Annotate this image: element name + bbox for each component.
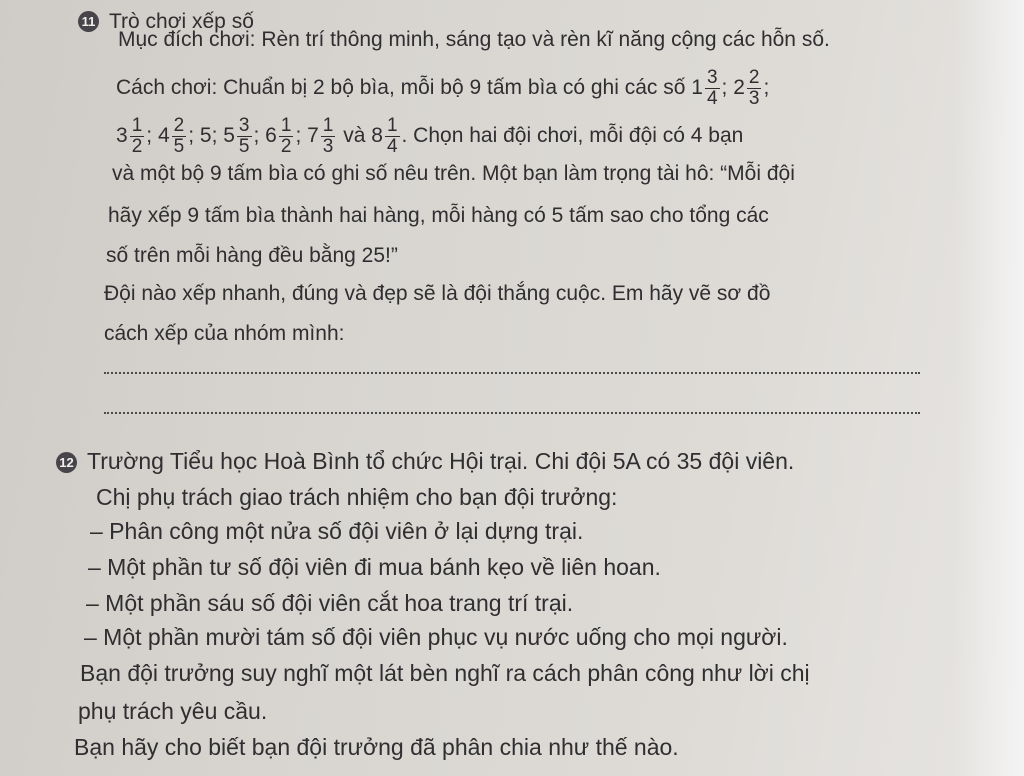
mixed-number-7: 7 $\frac{1}{3}$ bbox=[307, 115, 334, 157]
exercise-12-bullet-1: – Phân công một nửa số đội viên ở lại dựng trại. bbox=[90, 518, 584, 544]
mixed-number-2: 2 $\frac{2}{3}$ bbox=[733, 67, 760, 109]
exercise-11-win-line-2: cách xếp của nhóm mình: bbox=[104, 322, 345, 345]
exercise-12-intro-text: Trường Tiểu học Hoà Bình tổ chức Hội trại. Chi đội 5A có 35 đội viên. bbox=[87, 448, 795, 474]
exercise-11-title: Trò chơi xếp số bbox=[109, 10, 254, 33]
answer-dotted-line-2 bbox=[104, 412, 920, 414]
mixed-number-4: 4 $\frac{2}{5}$ bbox=[157, 115, 185, 157]
mixed-number-8: 8 $\frac{1}{4}$ bbox=[371, 115, 398, 157]
mixed-number-1: 1 $\frac{3}{4}$ bbox=[691, 67, 718, 109]
exercise-11-rule-line-4: hãy xếp 9 tấm bìa thành hai hàng, mỗi hàng có 5 tấm sao cho tổng các bbox=[108, 204, 769, 227]
number-5: 5 bbox=[199, 124, 212, 148]
exercise-12-number-badge: 12 bbox=[56, 452, 77, 473]
exercise-11-number-badge: 11 bbox=[78, 11, 99, 32]
exercise-12-bullet-3: – Một phần sáu số đội viên cắt hoa trang trí trại. bbox=[86, 590, 574, 616]
rule-tail-text: . Chọn hai đội chơi, mỗi đội có 4 bạn bbox=[401, 124, 744, 148]
mixed-number-5: 5 $\frac{3}{5}$ bbox=[223, 115, 250, 157]
rule-intro-text: Cách chơi: Chuẩn bị 2 bộ bìa, mỗi bộ 9 tấm bìa có ghi các số bbox=[116, 76, 686, 100]
exercise-12-line-7: Bạn đội trưởng suy nghĩ một lát bèn nghĩ ra cách phân công như lời chị bbox=[80, 660, 810, 686]
exercise-11-purpose: Mục đích chơi: Rèn trí thông minh, sáng tạo và rèn kĩ năng cộng các hỗn số. bbox=[118, 28, 830, 51]
exercise-11-rule-line-2: 3 $\frac{1}{2}$ ; 4 $\frac{2}{5}$ ; 5; 5 $\frac{3}{5}$ ; 6 $\frac{1}{2}$ ; 7 $\frac{1}{3}$ và 8 $\frac{1}{4}$ . Chọn hai đội chơi, mỗi đội có 4 bạn bbox=[116, 115, 744, 157]
exercise-11-win-line-1: Đội nào xếp nhanh, đúng và đẹp sẽ là đội thắng cuộc. Em hãy vẽ sơ đồ bbox=[104, 282, 771, 305]
conjunction-text: và bbox=[343, 124, 366, 148]
exercise-12-line-2: Chị phụ trách giao trách nhiệm cho bạn đội trưởng: bbox=[96, 484, 618, 510]
exercise-11-rule-line-3: và một bộ 9 tấm bìa có ghi số nêu trên. Một bạn làm trọng tài hô: “Mỗi đội bbox=[112, 162, 795, 185]
mixed-number-6: 6 $\frac{1}{2}$ bbox=[265, 115, 292, 157]
mixed-number-3: 3 $\frac{1}{2}$ bbox=[116, 115, 143, 157]
exercise-11-rule-line-1: Cách chơi: Chuẩn bị 2 bộ bìa, mỗi bộ 9 tấm bìa có ghi các số 1 $\frac{3}{4}$ ; 2 $\frac{2}{3}$ ; bbox=[116, 67, 770, 109]
exercise-11-rule-line-5: số trên mỗi hàng đều bằng 25!” bbox=[106, 244, 398, 267]
page-edge-shadow bbox=[954, 0, 1024, 776]
answer-dotted-line-1 bbox=[104, 372, 920, 374]
exercise-12-bullet-2: – Một phần tư số đội viên đi mua bánh kẹo về liên hoan. bbox=[88, 554, 661, 580]
exercise-12-line-1 bbox=[56, 448, 794, 475]
exercise-12-line-9: Bạn hãy cho biết bạn đội trưởng đã phân chia như thế nào. bbox=[74, 734, 679, 760]
exercise-12-line-8: phụ trách yêu cầu. bbox=[78, 698, 268, 724]
exercise-12-bullet-4: – Một phần mười tám số đội viên phục vụ nước uống cho mọi người. bbox=[84, 624, 788, 650]
